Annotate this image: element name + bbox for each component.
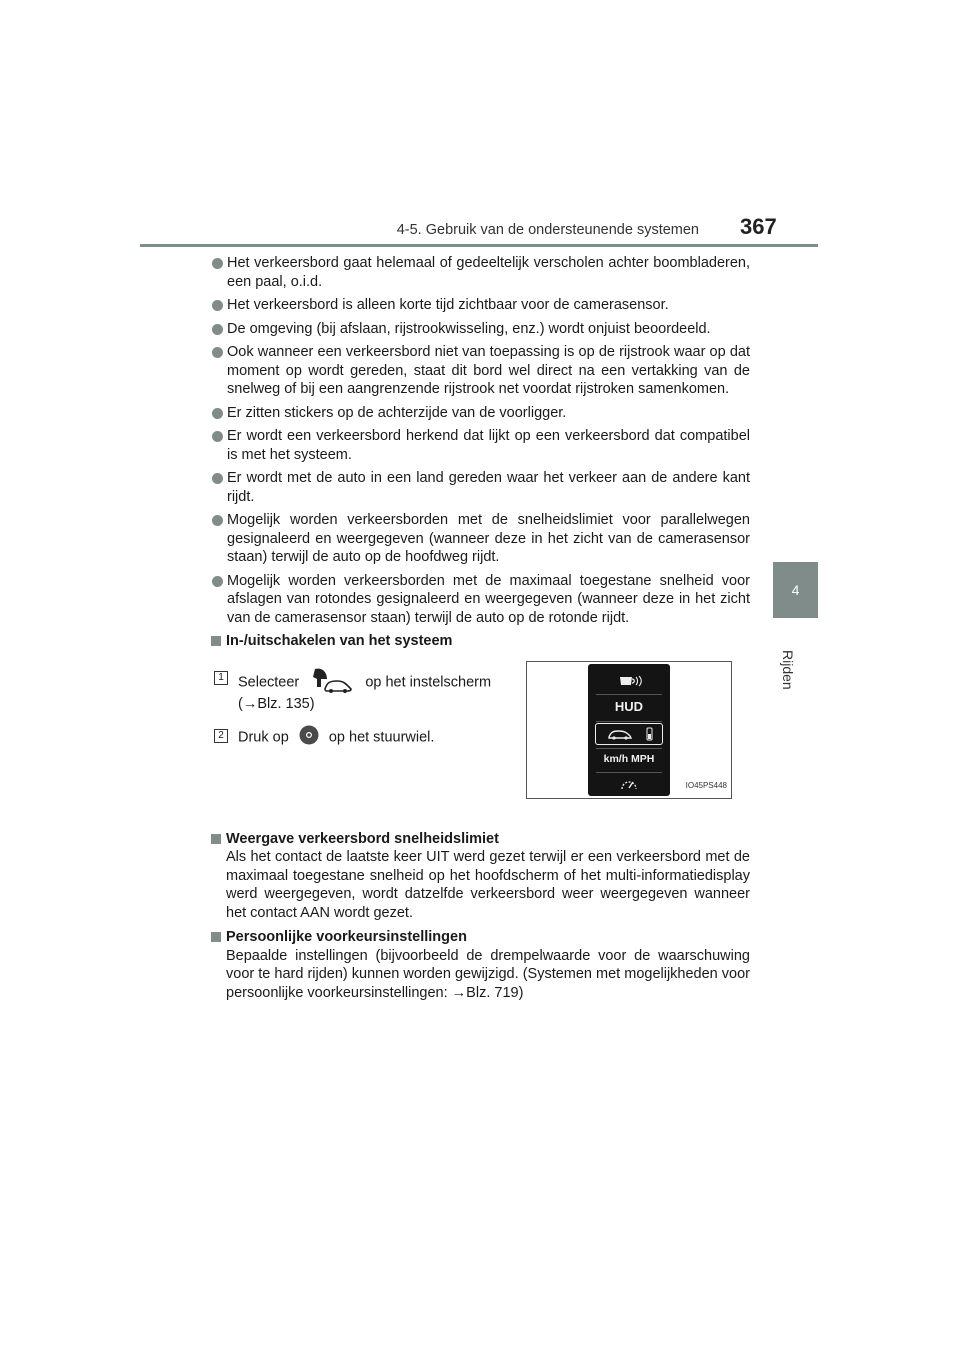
list-item: Er wordt met de auto in een land gereden waar het verkeer aan de andere kant rijdt.	[210, 469, 750, 506]
page-number: 367	[740, 214, 777, 239]
bullet-list	[210, 254, 750, 627]
chapter-label: Rijden	[780, 650, 796, 690]
section-heading-onoff: In-/uitschakelen van het systeem	[210, 632, 750, 651]
section-title: 4-5. Gebruik van de ondersteunende systemen	[396, 222, 699, 238]
section-heading-display: Weergave verkeersbord snelheidslimiet	[210, 830, 750, 849]
section-display	[210, 830, 750, 923]
bullet-icon	[212, 473, 223, 484]
menu-item-gauge	[594, 774, 664, 794]
menu-item-hud: HUD	[614, 699, 644, 715]
settings-screen	[588, 664, 670, 796]
bullet-icon	[212, 347, 223, 358]
bullet-icon	[212, 324, 223, 335]
menu-item-units: km/h MPH	[603, 753, 655, 766]
section-heading-personal: Persoonlijke voorkeursinstellingen	[210, 928, 750, 947]
list-item: Er wordt een verkeersbord herkend dat lijkt op een verkeersbord dat compatibel is met het systeem.	[210, 427, 750, 464]
section-personal-body: Bepaalde instellingen (bijvoorbeeld de drempelwaarde voor de waarschuwing voor te hard rijden) kunnen worden gewijzigd. (Systemen met mogelijkheden voor persoonlijke voorkeursinstellingen: →Blz. 719)	[226, 947, 750, 1001]
gauge-icon	[619, 776, 639, 792]
header-rule	[140, 244, 818, 247]
bullet-icon	[212, 300, 223, 311]
coffee-cup-icon	[614, 672, 644, 688]
figure-label: IO45PS448	[685, 781, 727, 790]
road-sign-assist-icon	[601, 726, 657, 742]
bullet-icon	[212, 515, 223, 526]
list-item: Er zitten stickers op de achterzijde van de voorligger.	[210, 404, 750, 423]
list-item: Mogelijk worden verkeersborden met de snelheidslimiet voor parallelwegen gesignaleerd en weergegeven (wanneer deze in het zicht van de camerasensor staan) terwijl de auto op de hoofdweg rijdt.	[210, 511, 750, 567]
section-display-body: Als het contact de laatste keer UIT werd gezet terwijl er een verkeersbord met de maximaal toegestane snelheid op het hoofdscherm of het multi-informatiedisplay werd weergegeven, wordt datzelfde verkeersbord weer weergegeven wanneer het contact AAN wordt gezet.	[226, 849, 750, 921]
bullet-icon	[212, 576, 223, 587]
bullet-icon	[212, 408, 223, 419]
menu-item-drowsiness	[594, 670, 664, 690]
square-bullet-icon	[211, 932, 221, 942]
steps-row: 1 Selecteer op het instelscherm (→Blz. 135) 2 Druk op op het stuurwiel. HUD km/h MPH IO45PS448	[210, 653, 750, 828]
page-header	[0, 0, 960, 250]
step-number: 2	[214, 729, 228, 743]
list-item: De omgeving (bij afslaan, rijstrookwisseling, enz.) wordt onjuist beoordeeld.	[210, 320, 750, 339]
square-bullet-icon	[211, 834, 221, 844]
list-item: Ook wanneer een verkeersbord niet van toepassing is op de rijstrook waar op dat moment op wordt gereden, staat dit bord wel direct na een vertakking van de snelweg of bij een aangrenzende rijstrook net voordat rijstroken samenkomen.	[210, 343, 750, 399]
traffic-sign-recognition-icon	[309, 667, 355, 699]
list-item: Mogelijk worden verkeersborden met de maximaal toegestane snelheid voor afslagen van rotondes gesignaleerd en weergegeven (wanneer deze in het zicht van de camerasensor staan) terwijl de auto op de rotonde rijdt.	[210, 572, 750, 628]
settings-screen-figure	[526, 661, 732, 799]
menu-item-road-sign-assist	[595, 723, 663, 745]
bullet-icon	[212, 258, 223, 269]
step-number: 1	[214, 671, 228, 685]
list-item: Het verkeersbord gaat helemaal of gedeeltelijk verscholen achter boombladeren, een paal, o.i.d.	[210, 254, 750, 291]
section-personal	[210, 928, 750, 1002]
square-bullet-icon	[211, 636, 221, 646]
chapter-tab: 4	[773, 562, 818, 618]
list-item: Het verkeersbord is alleen korte tijd zichtbaar voor de camerasensor.	[210, 296, 750, 315]
steering-wheel-ok-button-icon	[299, 725, 319, 751]
bullet-icon	[212, 431, 223, 442]
page-content	[210, 254, 750, 1008]
